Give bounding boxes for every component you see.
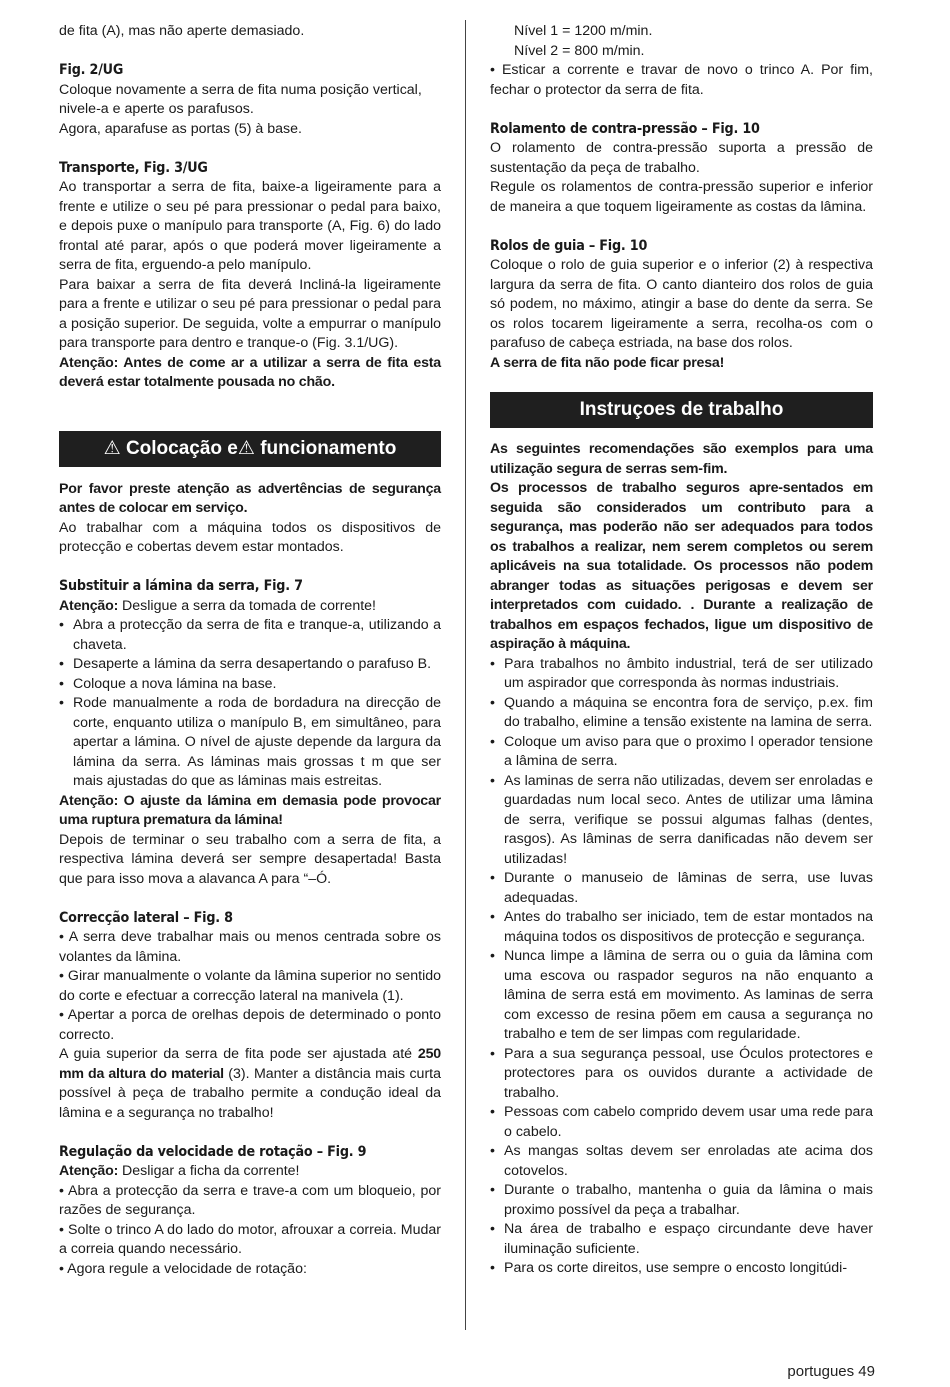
speed-level: Nível 1 = 1200 m/min. <box>514 23 653 39</box>
list-item: • Desaperte a lámina da serra desapertando o parafuso B. <box>59 655 441 675</box>
list-item: • Nunca limpe a lâmina de serra ou o guia da lâmina com uma escova ou raspador seguros na não enquanto a lâmina de serra está em movimento. As laminas de serra com excesso de resina põem em causa a segurança no trabalho e tem de ser limpas com regularidade. <box>490 947 873 1045</box>
list-item: • Na área de trabalho e espaço circundante deve haver iluminação suficiente. <box>490 1220 873 1259</box>
warning-triangle-icon: ⚠ <box>237 437 255 459</box>
section-banner-setup <box>59 431 441 467</box>
attention-label: Atenção: <box>59 597 119 614</box>
list-item: • Solte o trinco A do lado do motor, afrouxar a correia. Mudar a correia quando necessário. <box>59 1221 441 1257</box>
warning-paragraph: Atenção: Antes de come ar a utilizar a serra de fita esta deverá estar totalmente pousada no chão. <box>59 354 441 390</box>
page-footer: portugues 49 <box>787 1363 875 1380</box>
paragraph: Regule os rolamentos de contra-pressão superior e inferior de maneira a que toquem ligeiramente as costas da lâmina. <box>490 179 873 215</box>
section-heading-lateral: Correcção lateral – Fig. 8 <box>59 909 233 926</box>
intro-bold: As seguintes recomendações são exemplos para uma utilização segura de serras sem-fim. <box>490 441 873 477</box>
attention-text: Desligue a serra da tomada de corrente! <box>118 597 376 614</box>
section-heading-transport: Transporte, Fig. 3/UG <box>59 159 208 176</box>
list-item: • Para a sua segurança pessoal, use Óculos protectores e protectores para os ouvidos durante a actividade de trabalho. <box>490 1045 873 1104</box>
paragraph <box>59 1045 441 1123</box>
list-item: • Girar manualmente o volante da lâmina superior no sentido do corte e efectuar a correcção lateral na manivela (1). <box>59 968 441 1004</box>
list-item: • Abra a protecção da serra de fita e tranque-a, utilizando a chaveta. <box>59 616 441 655</box>
list-item: • A serra deve trabalhar mais ou menos centrada sobre os volantes da lâmina. <box>59 929 441 965</box>
list-item: • Coloque a nova lámina na base. <box>59 675 441 695</box>
speed-level: Nível 2 = 800 m/min. <box>514 42 645 59</box>
list-item: • Antes do trabalho ser iniciado, tem de estar montados na máquina todos os dispositivos de protecção e segurança. <box>490 908 873 947</box>
column-divider <box>465 20 466 1330</box>
attention-line <box>59 597 441 617</box>
banner-title-part1: Colocação e <box>125 437 238 459</box>
list-item: • Durante o trabalho, mantenha o guia da lâmina o mais proximo possível da peça a trabalhar. <box>490 1181 873 1220</box>
list-item: • Coloque um aviso para que o proximo l operador tensione a lâmina de serra. <box>490 733 873 772</box>
paragraph: de fita (A), mas não aperte demasiado. <box>59 23 305 39</box>
left-column <box>59 22 441 1279</box>
section-heading-roller: Rolamento de contra-pressão – Fig. 10 <box>490 120 760 137</box>
banner-title-part2: funcionamento <box>260 437 397 459</box>
text-run-bold: 250 mm da altura do material <box>59 1046 441 1082</box>
attention-line <box>59 1162 441 1182</box>
list-item: • Para os corte direitos, use sempre o encosto longitúdi- <box>490 1259 873 1279</box>
paragraph: Ao trabalhar com a máquina todos os dispositivos de protecção e cobertas devem estar montados. <box>59 519 441 555</box>
list-item: • Agora regule a velocidade de rotação: <box>59 1260 307 1277</box>
paragraph: Para baixar a serra de fita deverá Incliná-la ligeiramente para a frente e utilizar o seu pé para pressionar o pedal para a posição superior. De seguida, volte a empurrar o manípulo para transporte para dentro e tranque-o (Fig. 3.1/UG). <box>59 276 441 351</box>
paragraph: Ao transportar a serra de fita, baixe-a ligeiramente para a frente e utilize o seu pé para pressionar o pedal para baixo, e depois puxe o manípulo para transporte (A, Fig. 6) do lado frontal até parar, após o que poderá mover ligeiramente a serra de fita, erguendo-a pelo manípulo. <box>59 179 441 273</box>
warning-paragraph: Atenção: O ajuste da lámina em demasia pode provocar uma ruptura prematura da lámina! <box>59 792 441 828</box>
list-item: • Para trabalhos no âmbito industrial, terá de ser utilizado um aspirador que corresponda às normas industriais. <box>490 655 873 694</box>
paragraph: Coloque o rolo de guia superior e o inferior (2) à respectiva largura da serra de fita. O canto dianteiro dos rolos de guia só podem, no máximo, atingir a base do dente da serra. Se os rolos tocarem ligeiramente a serra, recolha-os com o parafuso de cabeça estriada, na base dos rolos. <box>490 257 873 351</box>
paragraph: O rolamento de contra-pressão suporta a pressão de sustentação da peça de trabalho. <box>490 140 873 176</box>
list-item: • Esticar a corrente e travar de novo o trinco A. Por fim, fechar o protector da serra de fita. <box>490 62 873 98</box>
paragraph: Coloque novamente a serra de fita numa posição vertical, nivele-a e aperte os parafusos. <box>59 81 422 117</box>
section-banner-work-instructions: Instruçoes de trabalho <box>490 392 873 428</box>
paragraph: Agora, aparafuse as portas (5) à base. <box>59 120 302 137</box>
list-item: • As mangas soltas devem ser enroladas ate acima dos cotovelos. <box>490 1142 873 1181</box>
paragraph: Depois de terminar o seu trabalho com a serra de fita, a respectiva lámina deverá ser sempre desapertada! Basta que para isso mova a alavanca A para “–Ó. <box>59 831 441 887</box>
section-heading-fig2: Fig. 2/UG <box>59 62 124 78</box>
warning-triangle-icon: ⚠ <box>103 437 121 459</box>
list-item: • Durante o manuseio de lâminas de serra, use luvas adequadas. <box>490 869 873 908</box>
warning-paragraph: A serra de fita não pode ficar presa! <box>490 354 725 371</box>
attention-label: Atenção: <box>59 1163 119 1179</box>
right-column <box>490 22 873 1279</box>
list-item: • Abra a protecção da serra e trave-a com um bloqueio, por razões de segurança. <box>59 1182 441 1218</box>
list-item: • Pessoas com cabelo comprido devem usar uma rede para o cabelo. <box>490 1103 873 1142</box>
attention-text: Desligar a ficha da corrente! <box>118 1163 300 1179</box>
safety-notice: Por favor preste atenção as advertências de segurança antes de colocar em serviço. <box>59 480 441 516</box>
section-heading-guide: Rolos de guia – Fig. 10 <box>490 237 648 254</box>
section-heading-speed: Regulação da velocidade de rotação – Fig. 9 <box>59 1143 367 1160</box>
list-item: • Apertar a porca de orelhas depois de determinado o ponto correcto. <box>59 1007 441 1043</box>
list-item: • Quando a máquina se encontra fora de serviço, p.ex. fim do trabalho, elimine a tensão existente na lamina de serra. <box>490 694 873 733</box>
section-heading-blade: Substituir a lámina da serra, Fig. 7 <box>59 578 303 594</box>
list-item: • As laminas de serra não utilizadas, devem ser enroladas e guardadas num local seco. Antes de utilizar uma lâmina de serra, verifique se possui algumas falhas (dentes, rasgos). As lâminas de serra danificadas não devem ser utilizadas! <box>490 772 873 870</box>
intro-bold: Os processos de trabalho seguros apre-sentados em seguida são considerados um contributo para a segurança, mas poderão não ser adequados para todos os trabalhos a realizar, nem serem completos ou serem aplicáveis na sua totalidade. Os processos não podem abranger todas as situações perigosas e devem ser interpretados com cuidado. . Durante a realização de trabalhos em espaços fechados, ligue um dispositivo de aspiração à máquina. <box>490 480 873 652</box>
list-item: • Rode manualmente a roda de bordadura na direcção de corte, enquanto utiliza o manípulo B, em simultâneo, para apertar a lámina. O nível de ajuste depende da largura da lámina da serra. As láminas mais grossas t m que ser mais ajustadas do que as láminas mais estreitas. <box>59 694 441 792</box>
text-run: (3). Manter a distância mais curta possível à peça de trabalho permite a condução ideal da lâmina e a segurança no trabalho! <box>59 1065 442 1121</box>
text-run: A guia superior da serra de fita pode ser ajustada até <box>59 1046 418 1062</box>
